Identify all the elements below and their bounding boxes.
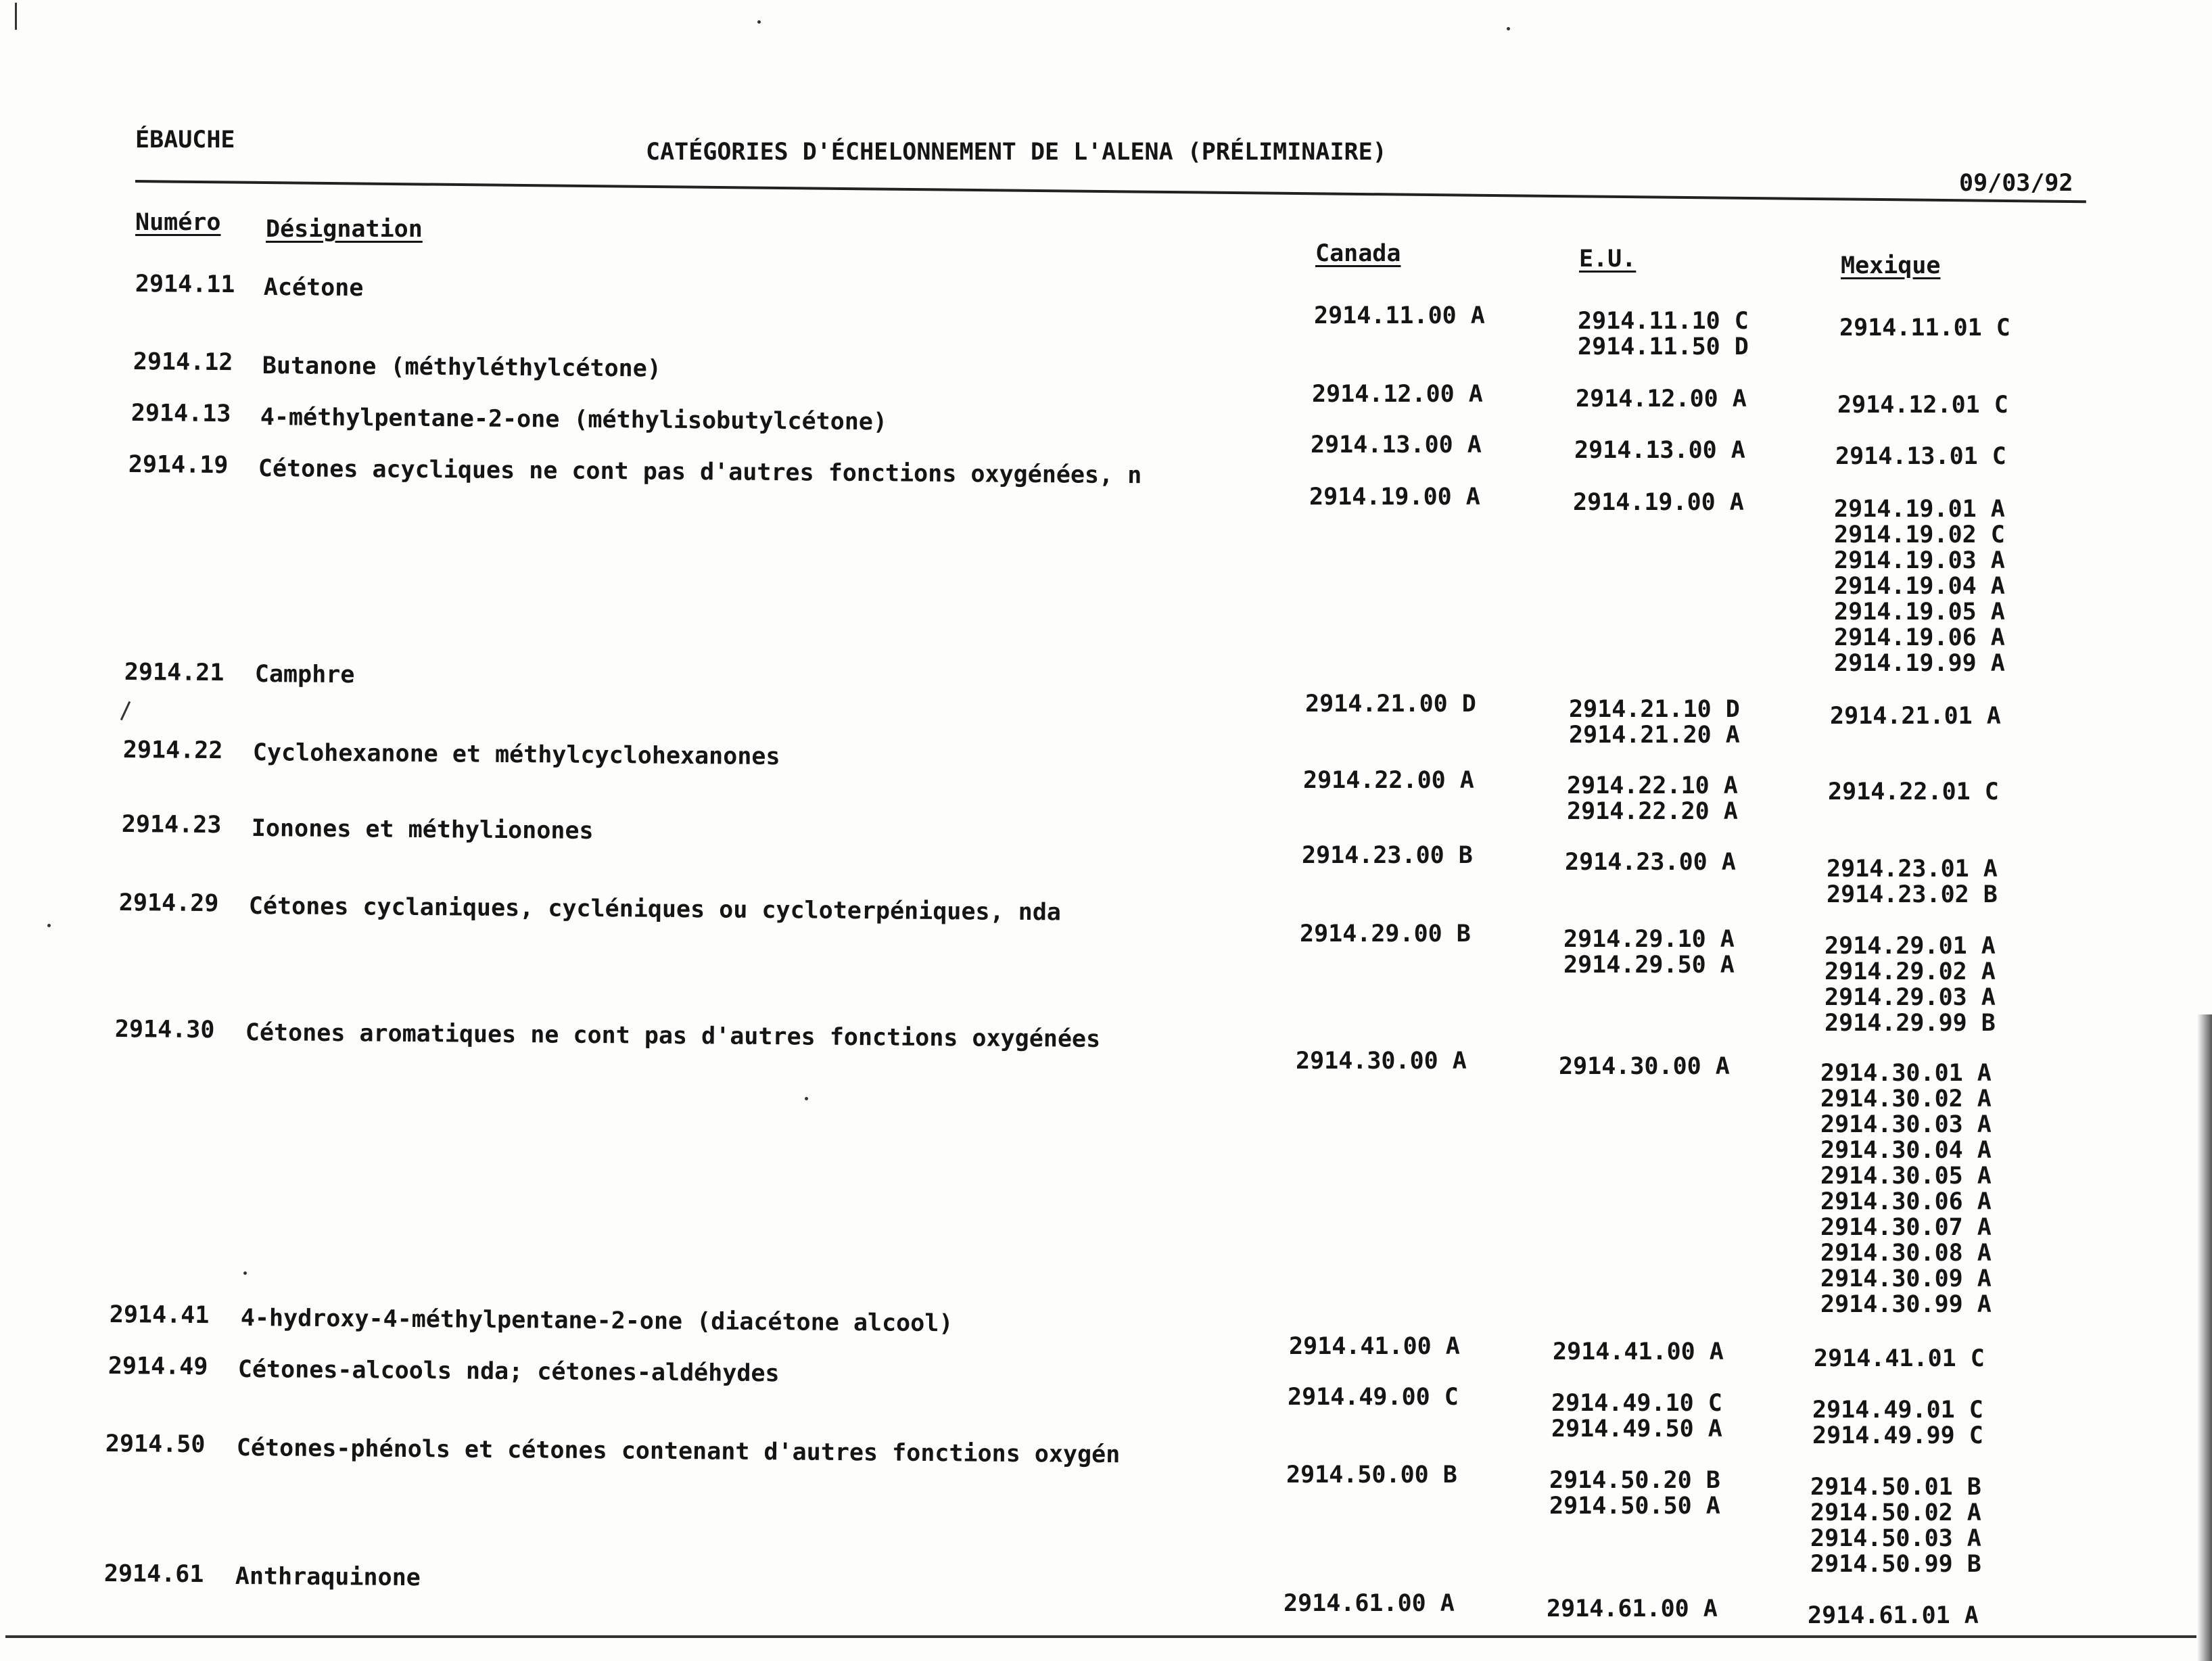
- us-code: 2914.19.00 A: [1573, 489, 1744, 516]
- canada-code: 2914.11.00 A: [1314, 302, 1485, 329]
- mexico-code: 2914.23.01 A 2914.23.02 B: [1827, 856, 1998, 908]
- row-designation: Cétones-alcools nda; cétones-aldéhydes: [237, 1356, 780, 1388]
- scan-speck: [805, 1097, 808, 1100]
- us-code: 2914.29.10 A 2914.29.50 A: [1563, 926, 1735, 979]
- us-code: 2914.30.00 A: [1559, 1053, 1730, 1080]
- row-number: 2914.61: [103, 1560, 204, 1589]
- row-designation: Butanone (méthyléthylcétone): [262, 352, 662, 383]
- canada-code: 2914.12.00 A: [1312, 381, 1483, 408]
- row-designation: Cyclohexanone et méthylcyclohexanones: [252, 739, 780, 771]
- canada-code: 2914.29.00 B: [1300, 920, 1471, 948]
- canada-code: 2914.21.00 D: [1305, 691, 1476, 718]
- scan-speck: [243, 1271, 247, 1275]
- us-code: 2914.49.10 C 2914.49.50 A: [1551, 1390, 1722, 1443]
- document-title: CATÉGORIES D'ÉCHELONNEMENT DE L'ALENA (PRÉLIMINAIRE): [646, 139, 1387, 166]
- row-number: 2914.11: [135, 271, 235, 299]
- row-designation: Cétones acycliques ne cont pas d'autres fonctions oxygénées, n: [258, 455, 1142, 490]
- row-number: 2914.22: [122, 736, 223, 765]
- row-designation: Anthraquinone: [235, 1563, 421, 1592]
- us-code: 2914.21.10 D 2914.21.20 A: [1569, 696, 1740, 749]
- canada-code: 2914.61.00 A: [1284, 1590, 1455, 1617]
- column-header-number: Numéro: [135, 209, 221, 236]
- us-code: 2914.11.10 C 2914.11.50 D: [1578, 308, 1749, 360]
- us-code: 2914.61.00 A: [1547, 1595, 1718, 1622]
- scan-speck: [757, 20, 761, 24]
- row-number: 2914.30: [114, 1016, 215, 1044]
- mexico-code: 2914.29.01 A 2914.29.02 A 2914.29.03 A 2914.29.99 B: [1825, 933, 1996, 1037]
- mexico-code: 2914.21.01 A: [1830, 703, 2001, 730]
- us-code: 2914.23.00 A: [1565, 849, 1736, 876]
- mexico-code: 2914.49.01 C 2914.49.99 C: [1812, 1397, 1983, 1449]
- row-designation: Cétones-phénols et cétones contenant d'autres fonctions oxygén: [236, 1434, 1121, 1469]
- row-designation: Camphre: [254, 661, 355, 689]
- mexico-code: 2914.12.01 C: [1837, 392, 2008, 419]
- row-number: 2914.41: [109, 1301, 210, 1330]
- column-header-canada: Canada: [1315, 240, 1401, 267]
- row-number: 2914.50: [105, 1430, 206, 1459]
- mexico-code: 2914.13.01 C: [1835, 443, 2006, 470]
- us-code: 2914.22.10 A 2914.22.20 A: [1567, 772, 1738, 825]
- column-header-designation: Désignation: [266, 216, 423, 243]
- canada-code: 2914.22.00 A: [1303, 767, 1474, 794]
- row-designation: 4-hydroxy-4-méthylpentane-2-one (diacétone alcool): [240, 1305, 954, 1338]
- row-designation: Cétones aromatiques ne cont pas d'autres fonctions oxygénées: [245, 1019, 1101, 1053]
- canada-code: 2914.23.00 B: [1302, 842, 1473, 869]
- header-rule: [135, 180, 2086, 203]
- row-number: 2914.13: [131, 400, 231, 428]
- us-code: 2914.50.20 B 2914.50.50 A: [1549, 1467, 1720, 1520]
- column-header-mexico: Mexique: [1841, 252, 1941, 279]
- mexico-code: 2914.22.01 C: [1828, 778, 1999, 805]
- canada-code: 2914.30.00 A: [1296, 1048, 1467, 1075]
- scan-mark: [120, 701, 131, 720]
- row-designation: Acétone: [263, 274, 364, 302]
- mexico-code: 2914.11.01 C: [1839, 314, 2010, 342]
- canada-code: 2914.41.00 A: [1289, 1333, 1460, 1360]
- us-code: 2914.41.00 A: [1553, 1338, 1724, 1365]
- scan-speck: [1507, 27, 1510, 30]
- us-code: 2914.13.00 A: [1574, 437, 1745, 464]
- mexico-code: 2914.61.01 A: [1808, 1602, 1979, 1629]
- document-date: 09/03/92: [1959, 170, 2073, 197]
- row-designation: Cétones cyclaniques, cycléniques ou cycloterpéniques, nda: [248, 893, 1062, 927]
- row-designation: 4-méthylpentane-2-one (méthylisobutylcétone): [260, 404, 888, 436]
- row-number: 2914.23: [121, 811, 222, 839]
- row-designation: Ionones et méthylionones: [251, 815, 594, 845]
- row-number: 2914.29: [118, 889, 219, 918]
- row-number: 2914.19: [128, 451, 229, 479]
- canada-code: 2914.49.00 C: [1288, 1384, 1459, 1411]
- scan-speck: [47, 924, 51, 927]
- mexico-code: 2914.30.01 A 2914.30.02 A 2914.30.03 A 2914.30.04 A 2914.30.05 A 2914.30.06 A 2914.30.07 A 2914.30.08 A 2914.30.09 A 2914.30.99 A: [1820, 1060, 1992, 1318]
- row-number: 2914.21: [124, 659, 225, 687]
- scan-mark: [15, 3, 17, 30]
- canada-code: 2914.13.00 A: [1311, 431, 1482, 459]
- mexico-code: 2914.19.01 A 2914.19.02 C 2914.19.03 A 2914.19.04 A 2914.19.05 A 2914.19.06 A 2914.19.99 A: [1834, 496, 2005, 677]
- canada-code: 2914.19.00 A: [1309, 484, 1480, 511]
- footer-rule: [5, 1635, 2196, 1638]
- row-number: 2914.49: [108, 1353, 208, 1381]
- us-code: 2914.12.00 A: [1576, 385, 1747, 413]
- column-header-us: E.U.: [1579, 245, 1637, 273]
- draft-label: ÉBAUCHE: [135, 126, 235, 154]
- scan-edge-shadow: [2197, 1014, 2212, 1661]
- mexico-code: 2914.50.01 B 2914.50.02 A 2914.50.03 A 2914.50.99 B: [1810, 1474, 1981, 1578]
- row-number: 2914.12: [133, 348, 233, 377]
- mexico-code: 2914.41.01 C: [1814, 1345, 1985, 1372]
- canada-code: 2914.50.00 B: [1286, 1461, 1457, 1489]
